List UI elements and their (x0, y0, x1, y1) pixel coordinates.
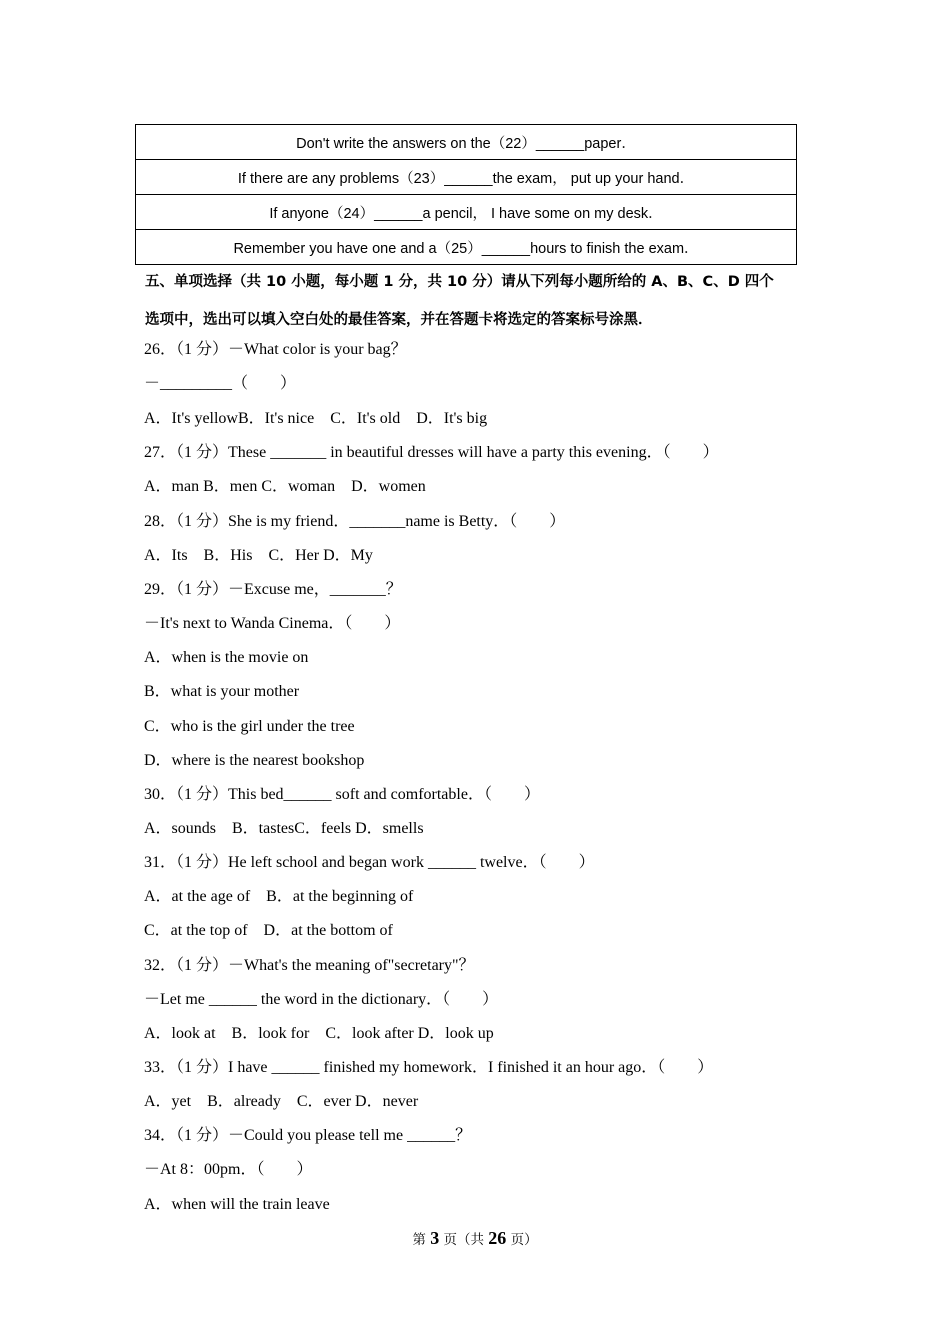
table-cell: If anyone（24）______a pencil， I have some on my desk． (136, 195, 797, 230)
total-pages: 26 (488, 1228, 507, 1248)
table-cell: If there are any problems（23）______the exam， put up your hand． (136, 160, 797, 195)
question-line: 28．（1 分）She is my friend．_______name is Betty．（ ） (144, 513, 566, 530)
table-row (136, 195, 797, 230)
answer-options: A．at the age of B．at the beginning of (144, 888, 414, 905)
question-line: －_________（ ） (144, 375, 297, 392)
footer-suffix: 页） (510, 1232, 538, 1248)
section-heading: 五、单项选择（共 10 小题，每小题 1 分，共 10 分）请从下列每小题所给的 A、B、C、D 四个 (145, 274, 774, 290)
section-heading-continued: 选项中，选出可以填入空白处的最佳答案，并在答题卡将选定的答案标号涂黑． (145, 312, 653, 328)
table-cell: Don't write the answers on the（22）______paper． (136, 125, 797, 160)
question-line: －Let me ______ the word in the dictionary．（ ） (144, 991, 499, 1008)
exam-notice-table (135, 124, 797, 265)
table-cell: Remember you have one and a（25）______hours to finish the exam． (136, 230, 797, 265)
footer-prefix: 第 (412, 1232, 426, 1248)
page-number: 3 (430, 1228, 440, 1248)
question-line: －At 8：00pm．（ ） (144, 1161, 313, 1178)
answer-option: C．who is the girl under the tree (144, 718, 355, 735)
table-row (136, 230, 797, 265)
answer-option: B．what is your mother (144, 683, 300, 700)
table-row (136, 125, 797, 160)
footer-middle: 页（共 (443, 1232, 484, 1248)
answer-options: A．look at B．look for C．look after D．look up (144, 1025, 494, 1042)
question-line: 29．（1 分）－Excuse me，_______？ (144, 581, 402, 598)
answer-options: C．at the top of D．at the bottom of (144, 922, 393, 939)
question-line: 30．（1 分）This bed______ soft and comfortable．（ ） (144, 786, 540, 803)
answer-option: A．when will the train leave (144, 1196, 330, 1213)
question-line: 31．（1 分）He left school and began work ______ twelve．（ ） (144, 854, 595, 871)
page-footer (0, 1228, 950, 1249)
question-line: 27．（1 分）These _______ in beautiful dresses will have a party this evening．（ ） (144, 444, 719, 461)
answer-option: A．when is the movie on (144, 649, 309, 666)
table-row (136, 160, 797, 195)
answer-options: A．It's yellowB．It's nice C．It's old D．It's big (144, 410, 488, 427)
question-line: －It's next to Wanda Cinema．（ ） (144, 615, 401, 632)
question-line: 34．（1 分）－Could you please tell me ______？ (144, 1127, 472, 1144)
answer-options: A．sounds B．tastesC．feels D．smells (144, 820, 424, 837)
question-line: 26．（1 分）－What color is your bag？ (144, 341, 407, 358)
answer-options: A．man B．men C．woman D．women (144, 478, 426, 495)
answer-option: D．where is the nearest bookshop (144, 752, 365, 769)
question-line: 32．（1 分）－What's the meaning of"secretary"？ (144, 957, 475, 974)
question-line: 33．（1 分）I have ______ finished my homework．I finished it an hour ago．（ ） (144, 1059, 714, 1076)
answer-options: A．Its B．His C．Her D．My (144, 547, 373, 564)
answer-options: A．yet B．already C．ever D．never (144, 1093, 419, 1110)
